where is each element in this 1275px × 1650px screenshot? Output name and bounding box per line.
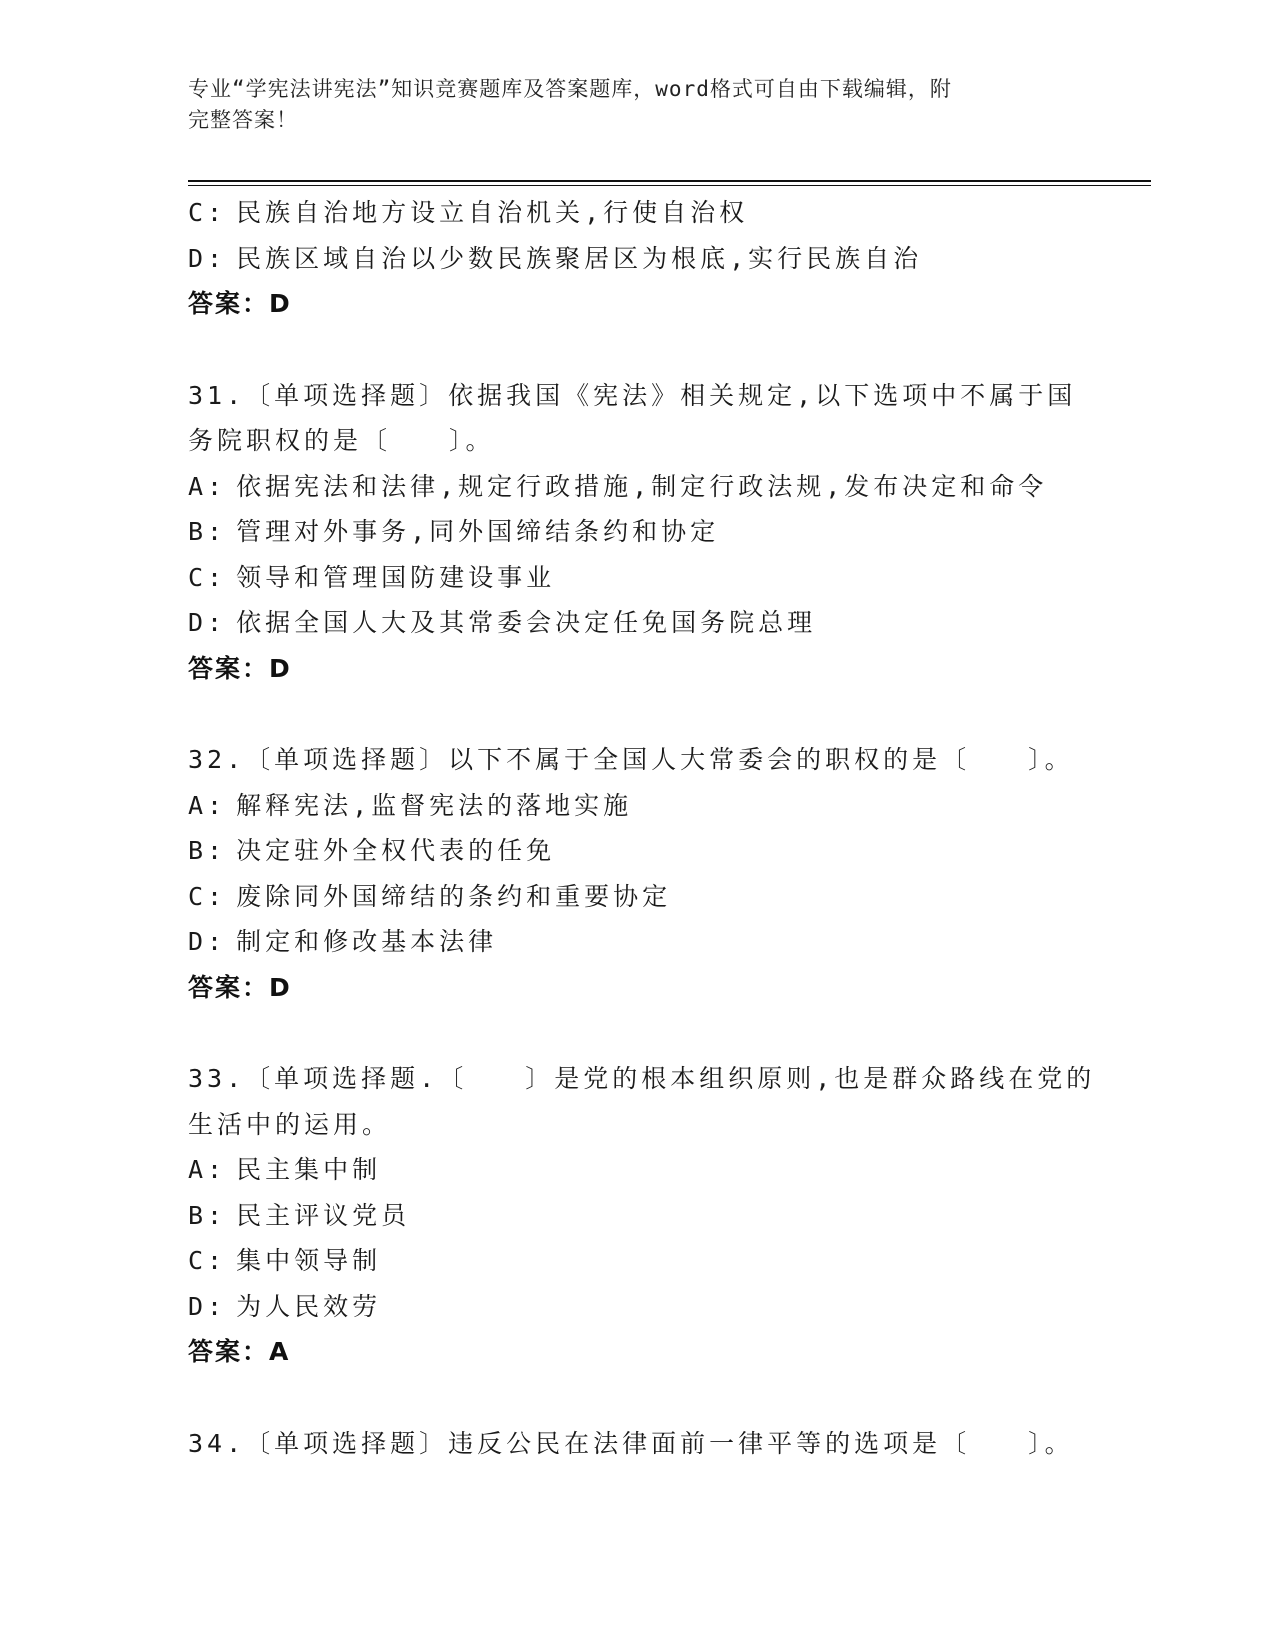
option-text: 解释宪法,监督宪法的落地实施 [236,790,633,820]
question-stem-line: 32.〔单项选择题〕以下不属于全国人大常委会的职权的是〔 〕。 [188,745,1074,774]
option-text: 废除同外国缔结的条约和重要协定 [236,881,672,911]
question-33 [188,1056,1096,1375]
question-stem-line: 生活中的运用。 [188,1109,392,1139]
option-letter: B: [188,1200,227,1230]
option-d [188,236,1088,282]
option-text: 依据全国人大及其常委会决定任免国务院总理 [236,608,817,637]
option-c [188,874,1088,920]
option-a [188,783,1088,829]
option-text: 决定驻外全权代表的任免 [236,836,556,865]
option-d [188,1284,1088,1330]
option-letter: C: [188,1246,227,1275]
option-c [188,555,1088,601]
header-divider-thick [188,180,1151,182]
answer-line: 答案：D [188,972,292,1002]
option-letter: C: [188,198,227,227]
header-title-line-2: 完整答案！ [188,108,298,132]
question-34 [188,1421,1088,1467]
option-letter: A: [188,471,227,501]
header-divider-thin [188,185,1151,186]
option-b [188,509,1088,555]
question-stem-line: 33.〔单项选择题.〔 〕是党的根本组织原则,也是群众路线在党的 [188,1064,1096,1093]
question-stem-line: 34.〔单项选择题〕违反公民在法律面前一律平等的选项是〔 〕。 [188,1428,1074,1458]
option-letter: A: [188,790,227,820]
option-text: 集中领导制 [236,1246,382,1275]
option-a [188,1147,1088,1193]
option-letter: A: [188,1155,227,1184]
option-d [188,919,1088,965]
option-text: 领导和管理国防建设事业 [236,562,556,592]
option-letter: B: [188,836,227,865]
spacer [188,1375,1088,1421]
option-c [188,1238,1088,1284]
carryover-block [188,190,1088,327]
option-text: 民主评议党员 [236,1200,411,1230]
question-32 [188,737,1088,1010]
option-letter: D: [188,927,227,956]
option-b [188,1193,1088,1239]
option-text: 民族区域自治以少数民族聚居区为根底,实行民族自治 [236,243,923,273]
option-text: 制定和修改基本法律 [236,927,498,956]
question-stem-line: 务院职权的是〔 〕。 [188,426,495,455]
question-list [188,190,1096,1466]
option-letter: D: [188,1291,227,1321]
option-c [188,190,1088,236]
option-a [188,464,1088,510]
option-text: 民主集中制 [236,1155,382,1184]
option-b [188,828,1088,874]
option-text: 为人民效劳 [236,1291,382,1321]
option-letter: B: [188,517,227,546]
option-d [188,600,1088,646]
spacer [188,691,1088,737]
option-letter: C: [188,881,227,911]
answer-line: 答案：D [188,289,292,318]
question-stem-line: 31.〔单项选择题〕依据我国《宪法》相关规定,以下选项中不属于国 [188,380,1077,410]
option-letter: C: [188,562,227,592]
answer-line: 答案：A [188,1337,291,1366]
option-text: 民族自治地方设立自治机关,行使自治权 [236,198,749,227]
spacer [188,327,1088,373]
option-text: 管理对外事务,同外国缔结条约和协定 [236,517,720,546]
document-header [188,74,1068,136]
question-31 [188,373,1088,692]
option-letter: D: [188,608,227,637]
answer-line: 答案：D [188,653,292,683]
option-text: 依据宪法和法律,规定行政措施,制定行政法规,发布决定和命令 [236,471,1048,501]
option-letter: D: [188,243,227,273]
header-title-line-1: 专业“学宪法讲宪法”知识竞赛题库及答案题库，word格式可自由下载编辑，附 [188,77,952,101]
spacer [188,1010,1088,1056]
